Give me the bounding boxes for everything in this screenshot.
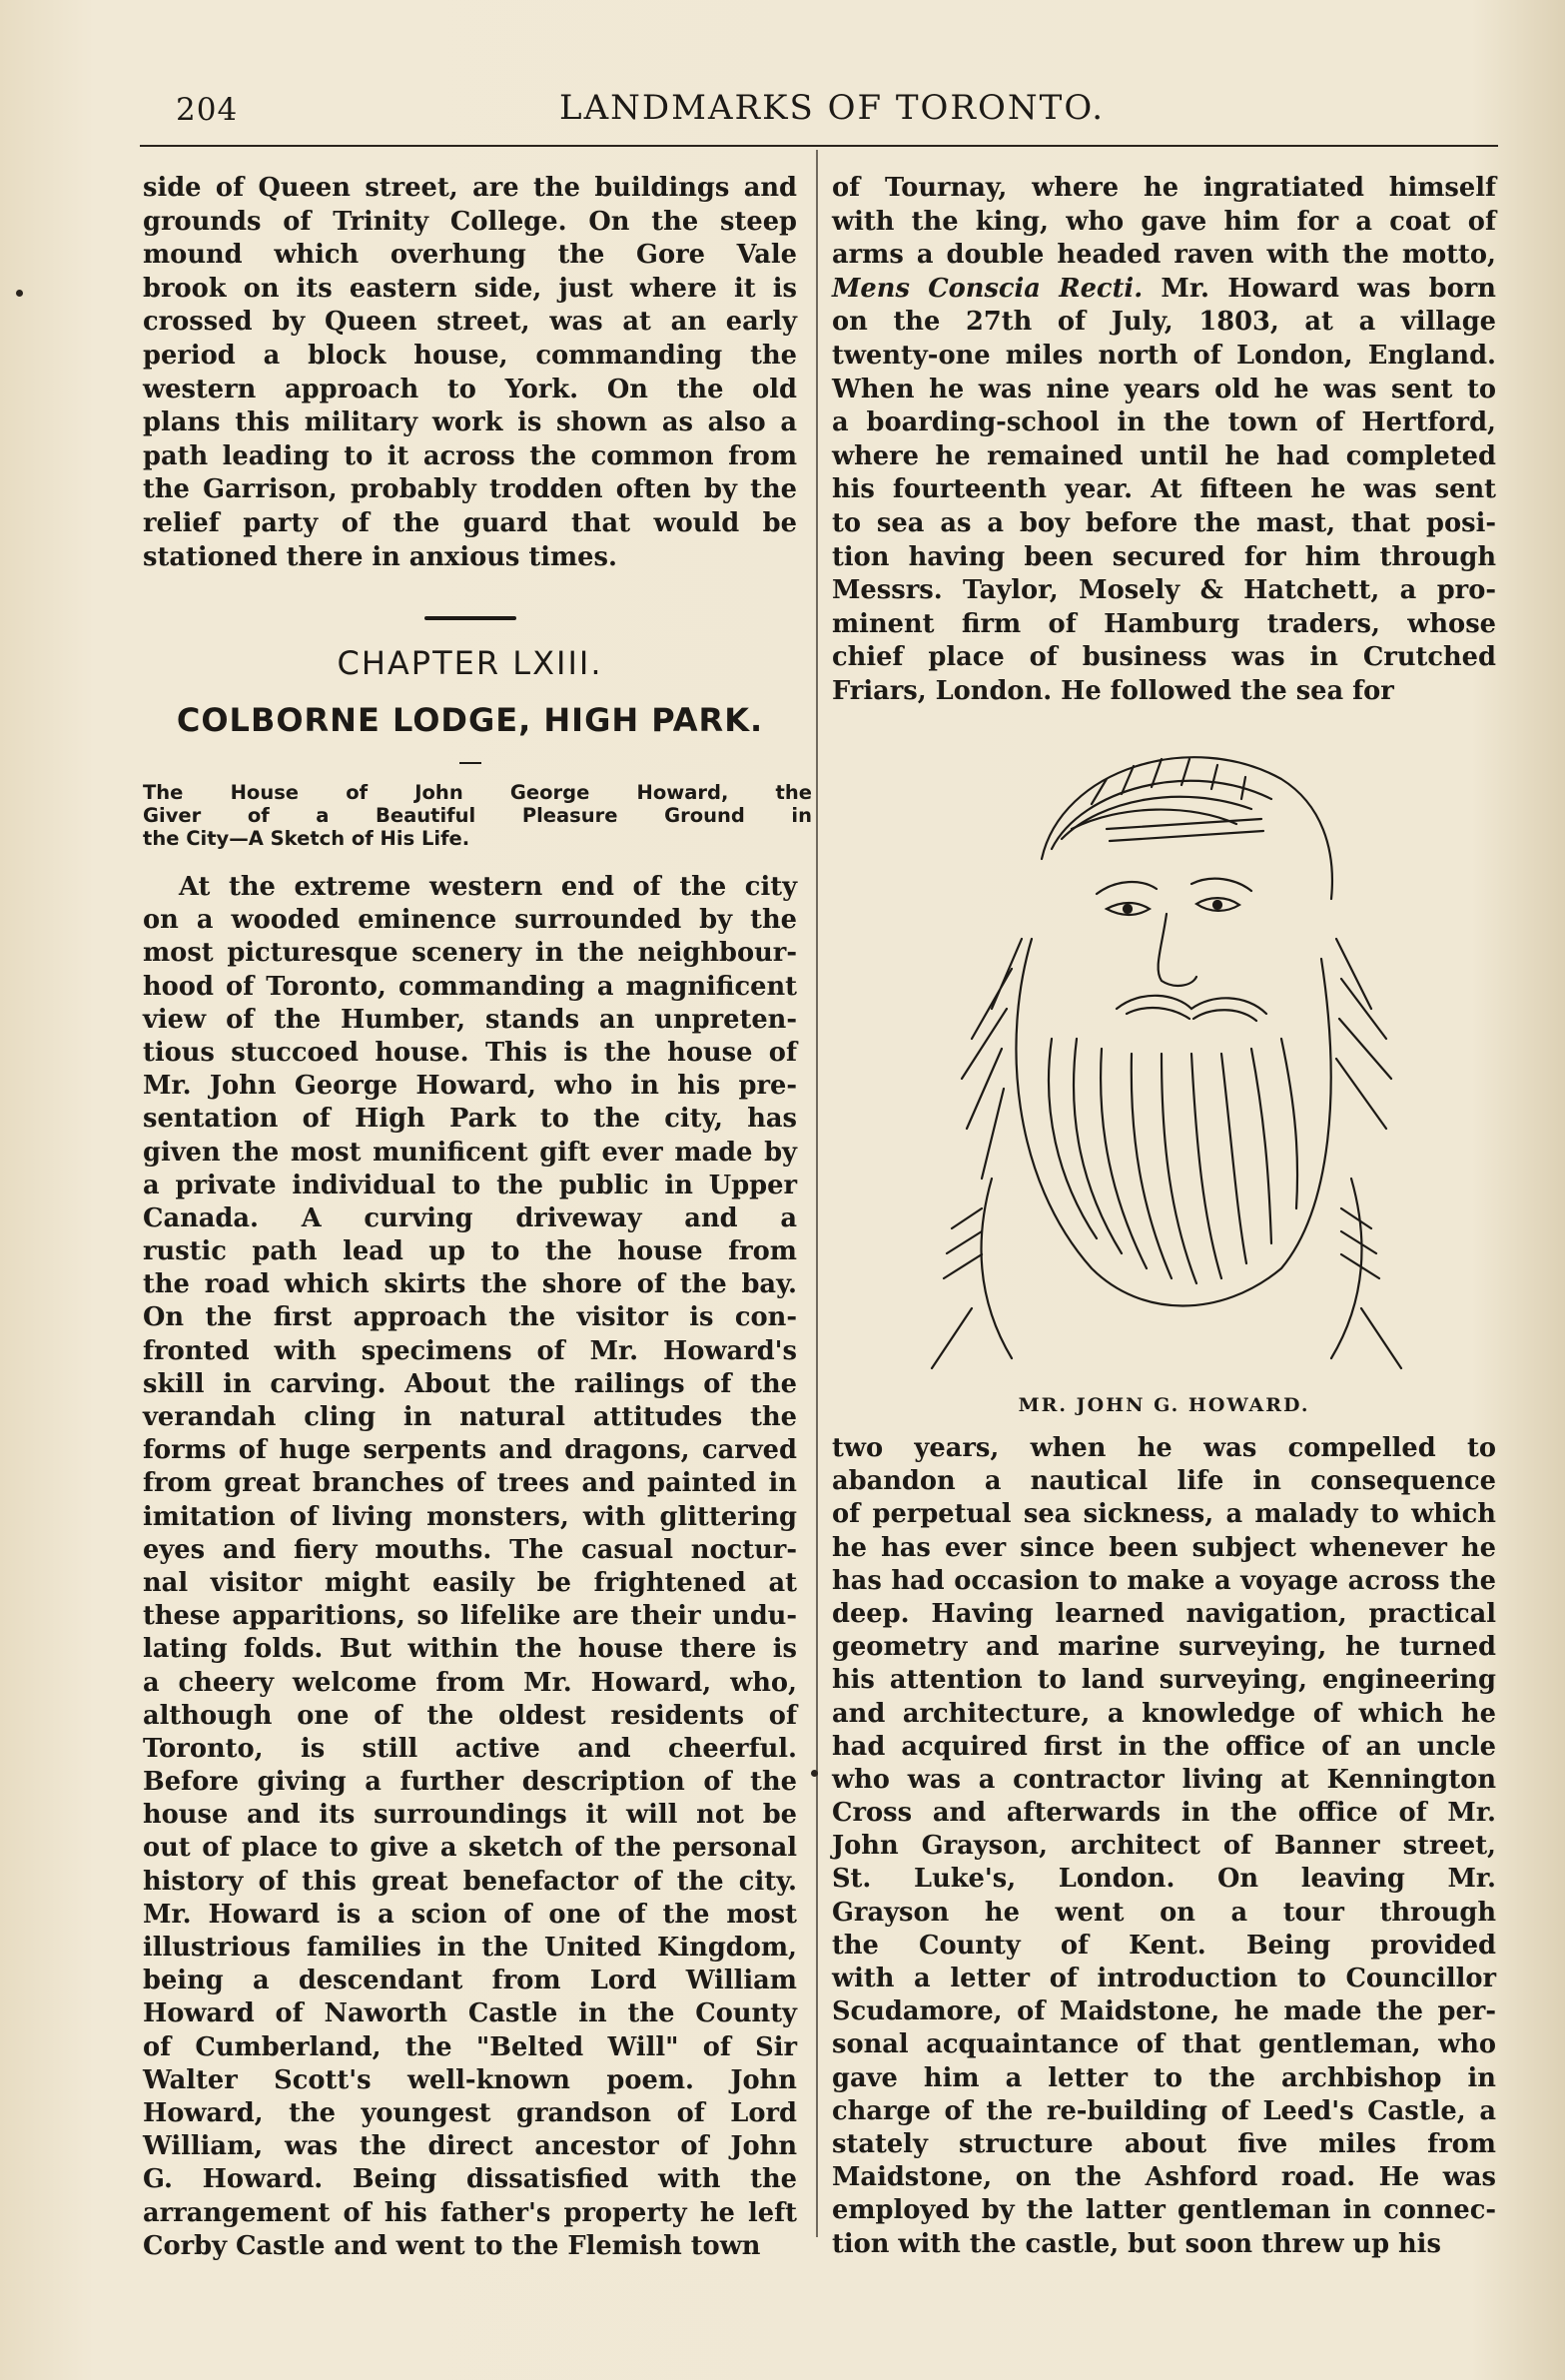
text-line: the road which skirts the shore of the bay. — [143, 1269, 797, 1300]
text-line: who was a contractor living at Kennington — [832, 1764, 1496, 1795]
text-line: Before giving a further description of the — [143, 1767, 797, 1798]
text-line: although one of the oldest residents of — [143, 1700, 797, 1731]
text-line: sonal acquaintance of that gentleman, who — [832, 2029, 1496, 2060]
text-line: deep. Having learned navigation, practical — [832, 1598, 1496, 1629]
portrait-caption: MR. JOHN G. HOWARD. — [1018, 1394, 1310, 1416]
text-line: given the most munificent gift ever made by — [143, 1137, 797, 1168]
text-line: a cheery welcome from Mr. Howard, who, — [143, 1667, 797, 1698]
text-line: history of this great benefactor of the city. — [143, 1866, 797, 1897]
text-line: house and its surroundings it will not be — [143, 1800, 797, 1831]
text-line: crossed by Queen street, was at an early — [143, 307, 797, 338]
text-line: Canada. A curving driveway and a — [143, 1202, 797, 1233]
text-line: path leading to it across the common from — [143, 440, 797, 471]
text-line: he has ever since been subject whenever he — [832, 1532, 1496, 1563]
summary-line: The House of John George Howard, the — [143, 781, 812, 804]
text-line: his attention to land surveying, engineering — [832, 1665, 1496, 1696]
text-line: tious stuccoed house. This is the house of — [143, 1037, 797, 1068]
right-top-text — [832, 172, 1496, 709]
text-line: with the king, who gave him for a coat of — [832, 206, 1496, 237]
text-line: Mens Conscia Recti. Mr. Howard was born — [832, 273, 1496, 304]
text-line: gave him a letter to the archbishop in — [832, 2062, 1496, 2093]
text-line: from great branches of trees and painted in — [143, 1468, 797, 1499]
text-line: of Tournay, where he ingratiated himself — [832, 173, 1496, 203]
text-line: rustic path lead up to the house from — [143, 1236, 797, 1267]
text-line: view of the Humber, stands an unpreten- — [143, 1004, 797, 1035]
text-line: arrangement of his father's property he left — [143, 2197, 797, 2228]
text-line: Grayson he went on a tour through — [832, 1897, 1496, 1928]
text-line: eyes and fiery mouths. The casual noctur- — [143, 1534, 797, 1565]
text-line: a private individual to the public in Upper — [143, 1170, 797, 1200]
text-line: twenty-one miles north of London, England. — [832, 340, 1496, 371]
text-line: employed by the latter gentleman in connec- — [832, 2195, 1496, 2226]
text-line: skill in carving. About the railings of the — [143, 1368, 797, 1399]
text-line: a boarding-school in the town of Hertford, — [832, 407, 1496, 438]
text-line: forms of huge serpents and dragons, carved — [143, 1435, 797, 1466]
text-line: Toronto, is still active and cheerful. — [143, 1733, 797, 1764]
text-line: the Garrison, probably trodden often by the — [143, 474, 797, 505]
text-line: with a letter of introduction to Councillor — [832, 1964, 1496, 1993]
text-line: to sea as a boy before the mast, that posi- — [832, 507, 1496, 538]
text-line: Mr. John George Howard, who in his pre- — [143, 1071, 797, 1102]
text-line: of perpetual sea sickness, a malady to which — [832, 1499, 1496, 1530]
text-line: stately structure about five miles from — [832, 2128, 1496, 2159]
header-rule — [140, 145, 1498, 147]
text-line: Corby Castle and went to the Flemish town — [143, 2230, 761, 2261]
text-line: charge of the re-building of Leed's Castle, a — [832, 2095, 1496, 2126]
running-head: LANDMARKS OF TORONTO. — [559, 88, 1106, 128]
text-line: stationed there in anxious times. — [143, 541, 617, 572]
text-line: Mr. Howard is a scion of one of the most — [143, 1899, 797, 1930]
text-line: and architecture, a knowledge of which he — [832, 1698, 1496, 1729]
text-line: his fourteenth year. At fifteen he was sent — [832, 474, 1496, 505]
text-line: of Cumberland, the "Belted Will" of Sir — [143, 2031, 797, 2062]
text-line: these apparitions, so lifelike are their undu- — [143, 1601, 797, 1632]
page-header — [140, 88, 1498, 148]
text-line: At the extreme western end of the city — [179, 872, 797, 902]
section-ornament — [143, 616, 797, 620]
text-line: nal visitor might easily be frightened at — [143, 1567, 797, 1598]
text-line: grounds of Trinity College. On the steep — [143, 206, 797, 237]
text-line: most picturesque scenery in the neighbour- — [143, 938, 797, 969]
text-line: Scudamore, of Maidstone, he made the per- — [832, 1996, 1496, 2027]
chapter-title: COLBORNE LODGE, HIGH PARK. — [176, 701, 764, 739]
text-line: tion with the castle, but soon threw up his — [832, 2228, 1441, 2259]
text-line: chief place of business was in Crutched — [832, 642, 1496, 673]
text-line: Howard of Naworth Castle in the County — [143, 1998, 797, 2029]
text-line: Messrs. Taylor, Mosely & Hatchett, a pro- — [832, 575, 1496, 606]
text-line: On the first approach the visitor is con- — [143, 1302, 797, 1333]
text-line: out of place to give a sketch of the personal — [143, 1833, 797, 1864]
text-line: has had occasion to make a voyage across the — [832, 1565, 1496, 1596]
margin-mark — [811, 1770, 818, 1777]
text-line: sentation of High Park to the city, has — [143, 1104, 797, 1135]
right-body-text — [832, 1432, 1496, 2261]
text-line: imitation of living monsters, with glittering — [143, 1501, 797, 1532]
text-line: When he was nine years old he was sent to — [832, 374, 1496, 404]
text-line: being a descendant from Lord William — [143, 1966, 797, 1996]
text-line: Maidstone, on the Ashford road. He was — [832, 2162, 1496, 2193]
text-line: William, was the direct ancestor of John — [143, 2131, 797, 2162]
text-line: lating folds. But within the house there is — [143, 1634, 797, 1665]
text-line: western approach to York. On the old — [143, 374, 797, 404]
text-line: tion having been secured for him through — [832, 541, 1496, 572]
text-line: hood of Toronto, commanding a magnificent — [143, 971, 797, 1002]
margin-mark — [16, 290, 23, 297]
text-line: Howard, the youngest grandson of Lord — [143, 2097, 797, 2128]
chapter-summary — [143, 781, 812, 850]
summary-line: the City—A Sketch of His Life. — [143, 827, 470, 850]
text-line: illustrious families in the United Kingdom, — [143, 1933, 797, 1963]
text-line: had acquired first in the office of an uncle — [832, 1731, 1496, 1762]
text-line: verandah cling in natural attitudes the — [143, 1402, 797, 1432]
text-line: abandon a nautical life in consequence — [832, 1466, 1496, 1497]
text-line: John Grayson, architect of Banner street, — [832, 1831, 1496, 1862]
text-line: mound which overhung the Gore Vale — [143, 240, 797, 271]
text-line: minent firm of Hamburg traders, whose — [832, 608, 1496, 639]
text-line: brook on its eastern side, just where it is — [143, 273, 797, 304]
text-line: St. Luke's, London. On leaving Mr. — [832, 1864, 1496, 1895]
text-line: G. Howard. Being dissatisfied with the — [143, 2164, 797, 2195]
left-intro-paragraph — [143, 172, 797, 574]
left-body-text — [143, 871, 797, 2263]
chapter-number: CHAPTER LXIII. — [337, 644, 603, 682]
text-line: Walter Scott's well-known poem. John — [143, 2064, 797, 2095]
text-line: Friars, London. He followed the sea for — [832, 675, 1394, 706]
portrait-engraving — [892, 709, 1451, 1388]
text-line: period a block house, commanding the — [143, 340, 797, 371]
text-line: on the 27th of July, 1803, at a village — [832, 307, 1496, 338]
text-line: side of Queen street, are the buildings and — [143, 173, 797, 203]
text-line: two years, when he was compelled to — [832, 1433, 1496, 1463]
title-rule — [459, 762, 481, 764]
text-line: arms a double headed raven with the motto, — [832, 240, 1496, 271]
text-line: on a wooded eminence surrounded by the — [143, 905, 797, 936]
text-line: relief party of the guard that would be — [143, 507, 797, 538]
text-line: where he remained until he had completed — [832, 440, 1496, 471]
summary-line: Giver of a Beautiful Pleasure Ground in — [143, 804, 812, 827]
text-line: geometry and marine surveying, he turned — [832, 1632, 1496, 1663]
column-divider — [816, 150, 818, 2237]
page-number: 204 — [176, 92, 239, 128]
text-line: the County of Kent. Being provided — [832, 1930, 1496, 1961]
text-line: plans this military work is shown as also a — [143, 407, 797, 438]
text-line: fronted with specimens of Mr. Howard's — [143, 1335, 797, 1366]
text-line: Cross and afterwards in the office of Mr. — [832, 1798, 1496, 1829]
